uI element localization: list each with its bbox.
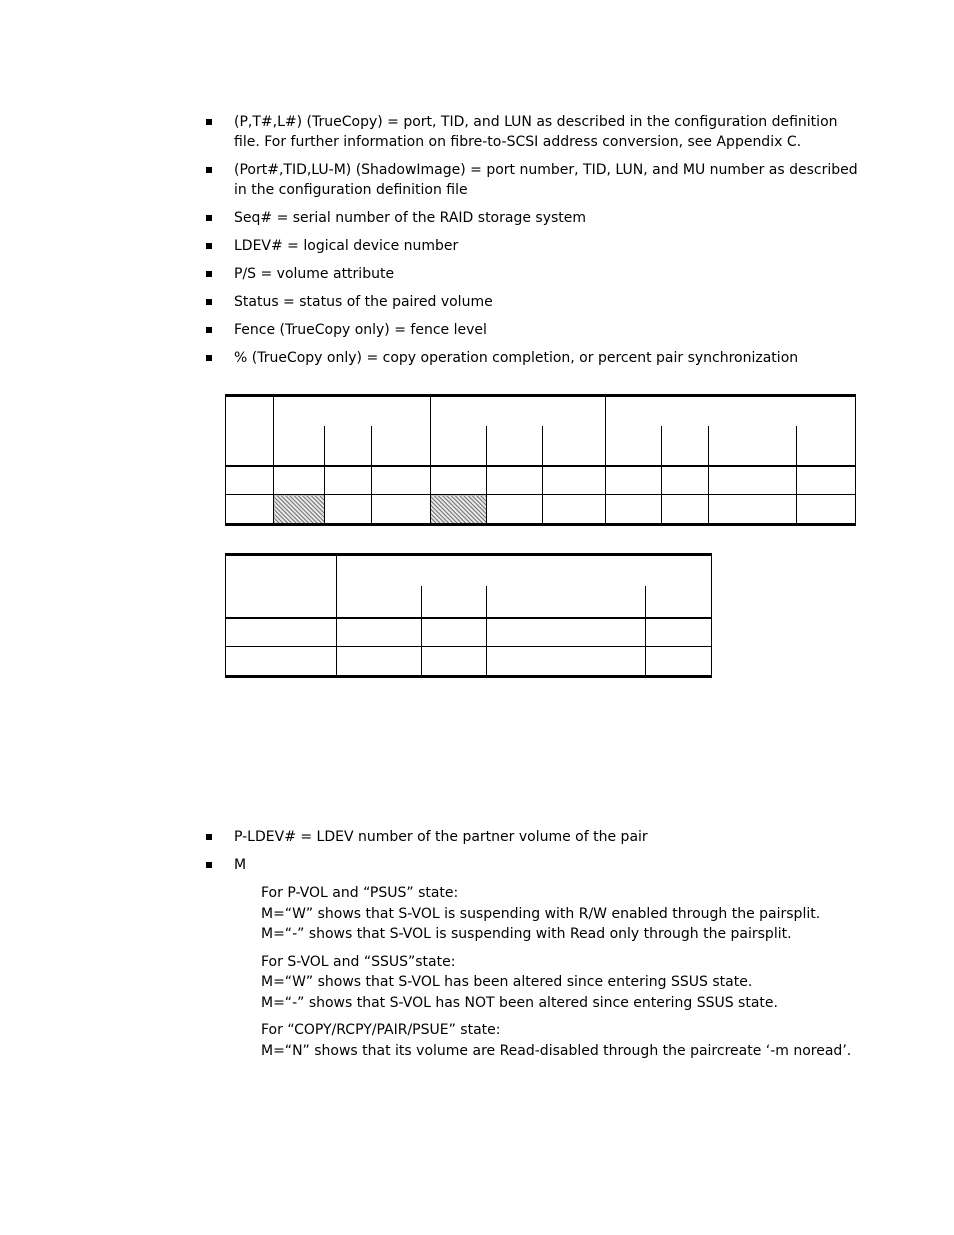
table-group-header — [274, 396, 431, 426]
list-item: Status = status of the paired volume — [204, 292, 864, 312]
list-item: Fence (TrueCopy only) = fence level — [204, 320, 864, 340]
description-paragraph: For “COPY/RCPY/PAIR/PSUE” state: M=“N” shows that its volume are Read-disabled through the paircreate ‘-m noread’. — [261, 1022, 852, 1059]
table-header-cell — [337, 586, 422, 618]
table-row — [226, 618, 712, 647]
bullet-icon — [206, 167, 212, 173]
table-header-cell — [543, 426, 606, 466]
list-item: LDEV# = logical device number — [204, 236, 864, 256]
table-header-cell — [226, 555, 337, 618]
list-item: P/S = volume attribute — [204, 264, 864, 284]
table-header-cell — [646, 586, 712, 618]
list-item: (Port#,TID,LU-M) (ShadowImage) = port number, TID, LUN, and MU number as described in the configuration definition file — [204, 160, 864, 200]
table-header-cell — [422, 586, 487, 618]
list-item: % (TrueCopy only) = copy operation completion, or percent pair synchronization — [204, 348, 864, 368]
table-group-header — [337, 555, 712, 586]
list-item: (P,T#,L#) (TrueCopy) = port, TID, and LUN as described in the configuration definition file. For further information on fibre-to-SCSI address conversion, see Appendix C. — [204, 112, 864, 152]
table-header-cell — [662, 426, 709, 466]
bullet-icon — [206, 862, 212, 868]
table-header-cell — [226, 396, 274, 466]
bullet-icon — [206, 834, 212, 840]
table-header-cell — [431, 426, 487, 466]
bullet-icon — [206, 327, 212, 333]
table-header-cell — [487, 586, 646, 618]
list-item: M — [204, 855, 864, 875]
m-field-description — [261, 883, 881, 1068]
table-group-header — [431, 396, 606, 426]
table-row — [226, 495, 856, 525]
bullet-icon — [206, 243, 212, 249]
table-header-cell — [325, 426, 372, 466]
shaded-cell — [274, 495, 325, 525]
table-row — [226, 647, 712, 677]
table-header-cell — [606, 426, 662, 466]
table-row — [226, 466, 856, 495]
list-item: P-LDEV# = LDEV number of the partner volume of the pair — [204, 827, 864, 847]
table-header-cell — [487, 426, 543, 466]
definition-list-bottom — [204, 827, 864, 883]
bullet-icon — [206, 299, 212, 305]
pair-status-table-2 — [225, 553, 712, 678]
table-header-cell — [372, 426, 431, 466]
table-header-cell — [709, 426, 797, 466]
table-header-cell — [274, 426, 325, 466]
bullet-icon — [206, 215, 212, 221]
description-paragraph: For S-VOL and “SSUS”state: M=“W” shows that S-VOL has been altered since entering SSUS state. M=“-” shows that S-VOL has NOT been altered since entering SSUS state. — [261, 953, 778, 1011]
shaded-cell — [431, 495, 487, 525]
description-paragraph: For P-VOL and “PSUS” state: M=“W” shows that S-VOL is suspending with R/W enabled through the pairsplit. M=“-” shows that S-VOL is suspending with Read only through the pairsplit. — [261, 885, 821, 942]
bullet-icon — [206, 271, 212, 277]
list-item: Seq# = serial number of the RAID storage system — [204, 208, 864, 228]
definition-list-top — [204, 112, 864, 376]
bullet-icon — [206, 119, 212, 125]
table-header-cell — [797, 426, 856, 466]
table-group-header — [606, 396, 856, 426]
pair-status-table-1 — [225, 394, 856, 526]
bullet-icon — [206, 355, 212, 361]
